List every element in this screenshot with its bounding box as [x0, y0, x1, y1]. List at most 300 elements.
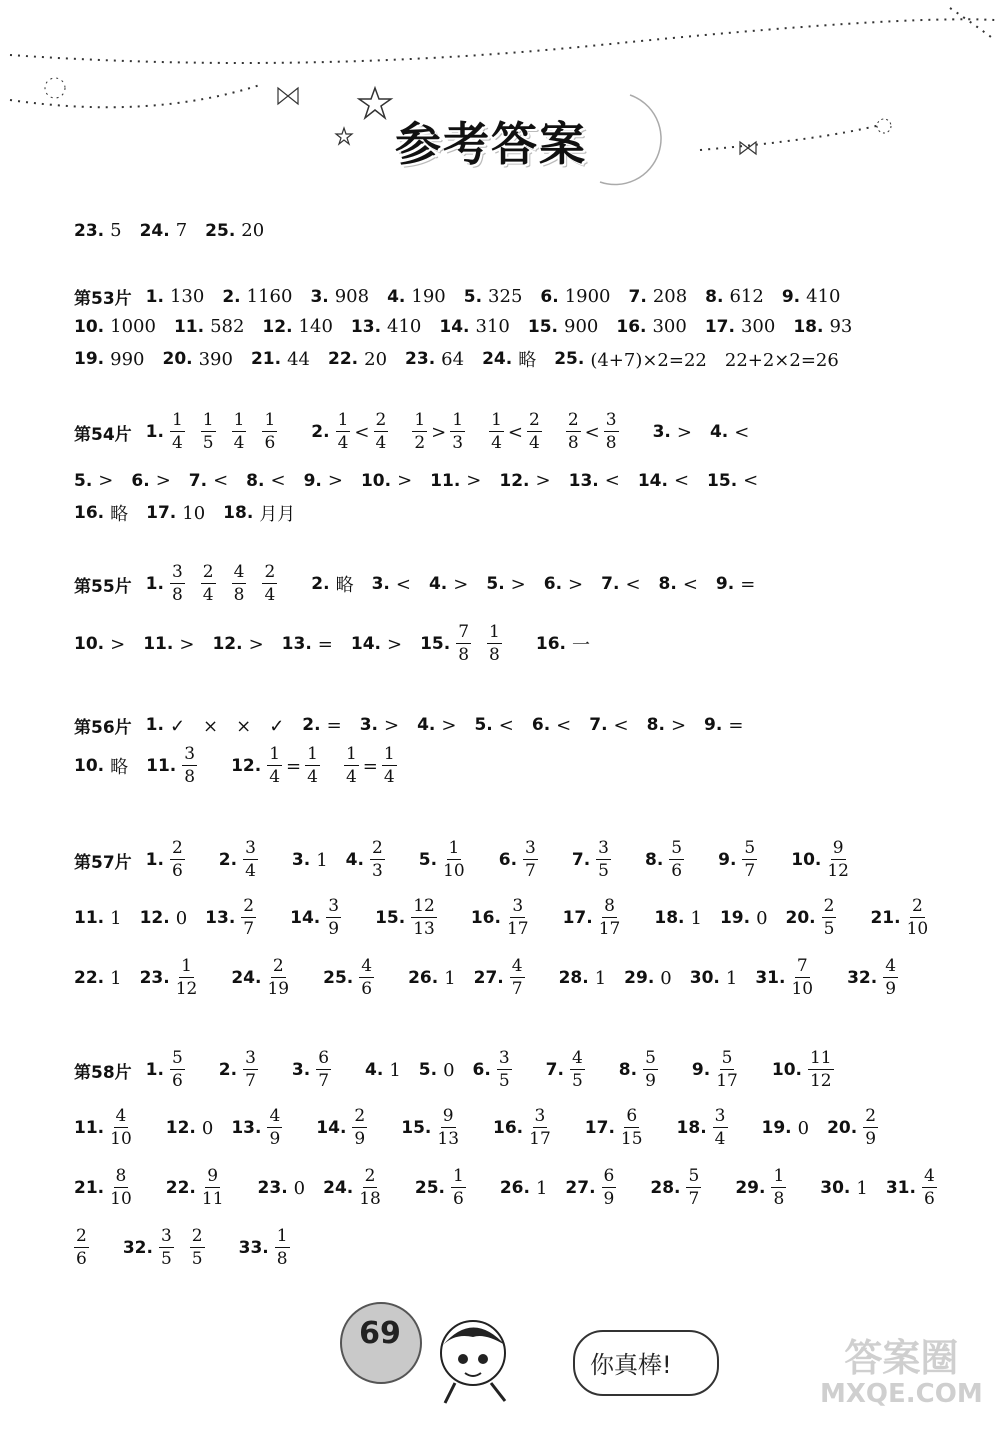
question-number: 9.: [715, 574, 735, 594]
fraction: [456, 624, 471, 664]
fraction-answer: [176, 958, 198, 998]
fraction: [497, 1050, 512, 1090]
fraction-answer: [382, 746, 397, 786]
question-number: 30.: [689, 968, 720, 988]
fraction-numerator: 1: [491, 410, 502, 430]
answer-item: [174, 316, 244, 337]
fraction-denominator: 5: [571, 1071, 583, 1091]
fraction-denominator: 19: [267, 979, 290, 999]
fraction-denominator: 17: [506, 919, 529, 939]
question-number: 26.: [408, 968, 439, 988]
fraction-numerator: 6: [318, 1048, 330, 1068]
section-label: 第58片: [74, 1062, 132, 1083]
fraction-numerator: 3: [714, 1106, 726, 1126]
fraction-answer: [159, 1228, 174, 1268]
fraction-numerator: 2: [264, 562, 276, 582]
answer-item: [705, 286, 764, 307]
fraction-answer: [451, 1168, 466, 1208]
fraction-answer: [487, 624, 502, 664]
fraction-answer: [110, 1108, 132, 1148]
fraction-denominator: 7: [744, 861, 756, 881]
fraction-answer: [489, 412, 504, 452]
fraction: [604, 412, 619, 452]
fraction-denominator: 9: [885, 979, 897, 999]
answer-value: =: [728, 714, 744, 736]
fraction: [344, 746, 359, 786]
speech-bubble-text: 你真棒!: [590, 1351, 672, 1379]
fraction: [411, 898, 437, 938]
fraction-denominator: 17: [598, 919, 621, 939]
question-number: 10.: [74, 756, 105, 776]
answer-item: [143, 634, 194, 655]
answer-item: [239, 1228, 306, 1268]
answer-value: 140: [298, 316, 333, 337]
answer-item: [464, 286, 523, 307]
fraction: [370, 840, 385, 880]
question-number: 11.: [74, 908, 105, 928]
question-number: 15.: [527, 316, 558, 337]
answer-item: [718, 840, 773, 880]
fraction-answer: [170, 840, 185, 880]
answer-item: [619, 1050, 674, 1090]
question-number: 26.: [499, 1178, 530, 1198]
fraction-denominator: 4: [171, 433, 183, 453]
answer-value: 1: [110, 967, 122, 989]
question-number: 17.: [562, 908, 593, 928]
answer-value: 1: [725, 967, 738, 989]
fraction-denominator: 11: [201, 1189, 224, 1209]
answer-item: [870, 898, 944, 938]
answer-item: [311, 571, 353, 597]
answer-value: (4+7)×2=22 22+2×2=26: [590, 350, 839, 371]
question-number: 19.: [761, 1118, 792, 1138]
answer-item: [166, 1168, 240, 1208]
answer-value: 1900: [564, 286, 611, 307]
fraction-answer: [352, 1108, 367, 1148]
answer-item: [569, 470, 620, 491]
answer-value: 略: [335, 575, 354, 596]
answer-value: 1: [856, 1177, 868, 1199]
section-label: 第53片: [74, 289, 132, 309]
answer-item: [629, 286, 688, 307]
question-number: 16.: [616, 316, 647, 337]
fraction-answer: [336, 412, 351, 452]
answer-item: [189, 470, 228, 491]
fraction-numerator: 2: [912, 896, 923, 916]
question-number: 23.: [139, 968, 170, 988]
answer-value: 月月: [259, 504, 296, 525]
fraction-denominator: 5: [598, 861, 609, 881]
answer-item: [408, 968, 456, 989]
answer-item: [74, 968, 122, 989]
answer-value: 310: [475, 316, 510, 337]
fraction-denominator: 6: [923, 1189, 935, 1209]
question-number: 9.: [704, 715, 723, 735]
question-number: 12.: [212, 634, 243, 654]
fraction-denominator: 4: [233, 433, 245, 453]
answer-item: [146, 286, 205, 307]
question-number: 4.: [709, 422, 729, 442]
answer-row: [74, 712, 761, 738]
watermark-logo: 答案圈: [844, 1336, 959, 1380]
answer-value: >: [670, 714, 687, 736]
question-number: 10.: [74, 316, 105, 337]
question-number: 1.: [145, 286, 164, 307]
fraction: [170, 564, 185, 604]
fraction-answer: [643, 1050, 658, 1090]
answer-value: <: [395, 573, 411, 595]
answer-value: >: [110, 633, 126, 655]
fraction-denominator: 9: [865, 1129, 877, 1149]
fraction: [201, 564, 216, 604]
fraction-answer: [182, 746, 197, 786]
fraction-numerator: 3: [171, 562, 183, 582]
answer-item: [755, 958, 829, 998]
fraction-numerator: 1: [276, 1226, 288, 1246]
question-number: 8.: [705, 286, 724, 307]
answer-value: =: [326, 714, 342, 736]
answer-item: [74, 349, 144, 370]
fraction: [305, 746, 320, 786]
comparison-sign: =: [286, 755, 302, 777]
answer-item: [146, 712, 285, 738]
fraction: [110, 1168, 132, 1208]
answer-item: [532, 715, 571, 736]
answer-item: [323, 1168, 397, 1208]
answer-item: [231, 958, 305, 998]
answer-item: [430, 470, 481, 491]
answer-item: [624, 968, 672, 989]
question-number: 7.: [571, 850, 591, 870]
fraction-denominator: 17: [529, 1129, 551, 1149]
fraction-numerator: 3: [598, 838, 609, 858]
answer-item: [565, 1168, 632, 1208]
fraction-denominator: 8: [233, 585, 245, 605]
fraction: [182, 746, 197, 786]
question-number: 13.: [281, 634, 312, 654]
fraction-answer: [262, 564, 277, 604]
question-number: 5.: [418, 1060, 438, 1080]
fraction-numerator: 5: [688, 1166, 700, 1186]
answer-item: [847, 958, 914, 998]
answer-item: [417, 715, 456, 736]
fraction: [359, 1168, 381, 1208]
answer-value: <: [213, 470, 229, 491]
answer-value: >: [248, 633, 264, 655]
fraction-answer: [243, 1050, 258, 1090]
answer-item: [351, 634, 402, 655]
fraction: [507, 898, 529, 938]
comparison-sign: <: [507, 421, 523, 443]
question-number: 24.: [323, 1178, 354, 1198]
answer-item: [482, 346, 536, 372]
fraction: [275, 1228, 290, 1268]
answer-item: [387, 286, 446, 307]
answer-value: 0: [293, 1177, 306, 1199]
fraction: [523, 840, 538, 880]
question-number: 25.: [554, 349, 585, 369]
fraction-denominator: 2: [414, 433, 426, 453]
answer-item: [528, 316, 598, 337]
answer-row: [74, 316, 870, 337]
answer-item: [791, 840, 865, 880]
fraction-answer: [110, 1168, 132, 1208]
fraction-denominator: 7: [511, 979, 523, 999]
question-number: 4.: [417, 715, 436, 735]
question-number: 8.: [644, 850, 664, 870]
question-number: 6.: [131, 470, 150, 491]
fraction-numerator: 1: [233, 410, 245, 430]
question-number: 2.: [302, 715, 321, 735]
fraction-denominator: 17: [716, 1071, 738, 1091]
answer-item: [302, 715, 341, 736]
question-number: 2.: [311, 422, 330, 442]
fraction: [412, 412, 427, 452]
answer-value: 410: [387, 316, 422, 337]
fraction-denominator: 4: [245, 861, 256, 881]
fraction: [827, 840, 849, 880]
answer-value: 1: [594, 967, 607, 989]
question-number: 9.: [718, 850, 737, 870]
question-number: 8.: [646, 715, 665, 735]
fraction-denominator: 5: [191, 1249, 203, 1269]
answer-item: [140, 220, 188, 241]
fraction-denominator: 4: [375, 433, 387, 453]
section-label: 第55片: [74, 576, 132, 597]
fraction-answer: [808, 1050, 834, 1090]
answer-value: =: [740, 573, 756, 595]
answer-item: [311, 412, 634, 452]
section-label: 第54片: [74, 424, 132, 445]
question-number: 12.: [231, 756, 262, 776]
fraction-denominator: 5: [498, 1071, 510, 1091]
fraction-answer: [456, 624, 471, 664]
answer-item: [140, 908, 188, 929]
answer-value: >: [383, 714, 400, 736]
fraction-answer: [243, 840, 258, 880]
answer-value: 0: [201, 1117, 214, 1139]
answer-item: [74, 753, 128, 779]
fraction-answer: [170, 412, 185, 452]
answer-value: >: [179, 633, 195, 655]
question-number: 15.: [420, 634, 451, 654]
fraction: [352, 1108, 367, 1148]
fraction-answer: [370, 840, 385, 880]
question-number: 10.: [771, 1060, 802, 1080]
fraction-denominator: 4: [491, 433, 502, 453]
fraction-denominator: 18: [359, 1189, 381, 1209]
fraction-denominator: 10: [110, 1129, 132, 1149]
fraction-answer: [604, 412, 619, 452]
fraction: [822, 898, 837, 938]
question-number: 11.: [143, 634, 174, 654]
fraction-answer: [262, 412, 277, 452]
answer-item: [146, 503, 205, 524]
answer-item: [74, 316, 156, 337]
answer-value: 300: [740, 316, 776, 337]
fraction-denominator: 9: [328, 919, 340, 939]
answer-item: [650, 1168, 717, 1208]
question-number: 11.: [74, 1118, 105, 1138]
fraction-numerator: 2: [171, 838, 183, 858]
answer-item: [223, 500, 295, 526]
fraction: [863, 1108, 878, 1148]
fraction-denominator: 13: [437, 1129, 460, 1149]
fraction-answer: [529, 1108, 551, 1148]
fraction-numerator: 9: [442, 1106, 454, 1126]
fraction-answer: [713, 1108, 728, 1148]
question-number: 9.: [303, 470, 322, 491]
answer-item: [540, 286, 610, 307]
answer-item: [375, 898, 453, 938]
fraction-denominator: 12: [827, 861, 849, 881]
fraction-denominator: 8: [773, 1189, 785, 1209]
answer-item: [886, 1168, 953, 1208]
fraction-numerator: 8: [604, 896, 615, 916]
question-number: 7.: [589, 715, 608, 735]
answer-item: [419, 1060, 455, 1081]
fraction-answer: [621, 1108, 643, 1148]
fraction-answer: [566, 412, 581, 452]
fraction-denominator: 6: [171, 1071, 183, 1091]
fraction: [170, 412, 185, 452]
question-number: 24.: [482, 349, 513, 369]
fraction-numerator: 2: [823, 896, 835, 916]
answer-value: >: [387, 633, 403, 655]
fraction-numerator: 2: [191, 1226, 203, 1246]
question-number: 13.: [350, 316, 382, 337]
fraction-answer: [497, 1050, 512, 1090]
fraction-denominator: 9: [645, 1071, 656, 1091]
answer-value: <: [673, 470, 690, 491]
fraction-numerator: 1: [383, 744, 395, 764]
answer-item: [419, 840, 481, 880]
answer-value: 582: [210, 316, 245, 337]
question-number: 29.: [735, 1178, 766, 1198]
fraction: [922, 1168, 937, 1208]
question-number: 14.: [290, 908, 321, 928]
fraction: [686, 1168, 701, 1208]
question-number: 6.: [540, 286, 559, 307]
answer-value: 908: [334, 286, 370, 307]
answer-item: [827, 1108, 894, 1148]
answer-item: [647, 715, 686, 736]
fraction-answer: [267, 746, 282, 786]
answer-item: [692, 1050, 754, 1090]
fraction-answer: [305, 746, 320, 786]
fraction-numerator: 2: [371, 838, 383, 858]
fraction-answer: [267, 1108, 282, 1148]
fraction-numerator: 2: [202, 562, 214, 582]
fraction-numerator: 1: [773, 1166, 785, 1186]
fraction-numerator: 2: [865, 1106, 877, 1126]
answer-value: 0: [443, 1059, 455, 1081]
fraction-denominator: 7: [245, 1071, 256, 1091]
answer-row: [74, 470, 776, 491]
answer-row: [74, 412, 767, 452]
fraction-answer: [232, 412, 247, 452]
fraction-denominator: 5: [823, 919, 835, 939]
answer-value: 0: [175, 907, 188, 929]
answer-item: [720, 908, 768, 929]
fraction: [437, 1108, 459, 1148]
fraction-denominator: 10: [110, 1189, 132, 1209]
answer-value: =: [317, 633, 333, 655]
question-number: 3.: [371, 574, 390, 594]
fraction-answer: [827, 840, 849, 880]
fraction-numerator: 1: [345, 744, 357, 764]
fraction-numerator: 6: [603, 1166, 615, 1186]
answer-item: [572, 840, 627, 880]
question-number: 12.: [499, 470, 530, 491]
question-number: 23.: [257, 1178, 288, 1198]
fraction-numerator: 3: [184, 744, 196, 764]
answer-item: [554, 346, 839, 372]
section-label: 第56片: [74, 717, 132, 738]
question-number: 2.: [311, 574, 330, 594]
question-number: 20.: [827, 1118, 858, 1138]
fraction-answer: [883, 958, 898, 998]
question-number: 27.: [565, 1178, 596, 1198]
fraction: [374, 412, 389, 452]
answer-value: 10: [182, 502, 206, 524]
fraction-numerator: 9: [207, 1166, 219, 1186]
answer-value: 1: [389, 1059, 401, 1081]
question-number: 3.: [310, 286, 329, 307]
answer-value: 130: [169, 286, 205, 307]
fraction-denominator: 7: [318, 1071, 330, 1091]
answer-item: [735, 1168, 802, 1208]
answer-value: >: [535, 470, 551, 491]
fraction-denominator: 5: [160, 1249, 172, 1269]
fraction-numerator: 1: [489, 622, 500, 642]
fraction-denominator: 8: [171, 585, 183, 605]
question-number: 7.: [188, 470, 208, 491]
question-number: 24.: [231, 968, 262, 988]
fraction-answer: [359, 958, 374, 998]
answer-row: [74, 564, 773, 604]
answer-value: <: [604, 470, 620, 491]
answer-value: 93: [829, 316, 853, 337]
fraction: [883, 958, 898, 998]
fraction: [243, 840, 258, 880]
answer-row: [74, 284, 858, 309]
question-number: 3.: [291, 1060, 311, 1080]
fraction-denominator: 4: [345, 767, 357, 787]
fraction: [262, 564, 277, 604]
question-number: 10.: [360, 470, 392, 491]
question-number: 16.: [470, 908, 501, 928]
fraction-answer: [450, 412, 465, 452]
answer-item: [146, 840, 201, 880]
fraction: [602, 1168, 617, 1208]
fraction: [450, 412, 465, 452]
fraction: [359, 958, 374, 998]
fraction-numerator: 5: [744, 838, 756, 858]
fraction-denominator: 7: [688, 1189, 700, 1209]
fraction: [527, 412, 542, 452]
question-number: 31.: [885, 1178, 916, 1198]
question-number: 16.: [493, 1118, 524, 1138]
question-number: 1.: [145, 422, 164, 442]
fraction-denominator: 8: [184, 767, 196, 787]
answer-value: <: [743, 470, 759, 491]
fraction-answer: [267, 958, 289, 998]
watermark: [820, 1338, 983, 1408]
answer-value: 1: [444, 967, 456, 989]
fraction-numerator: 2: [364, 1166, 376, 1186]
fraction-denominator: 4: [529, 433, 540, 453]
